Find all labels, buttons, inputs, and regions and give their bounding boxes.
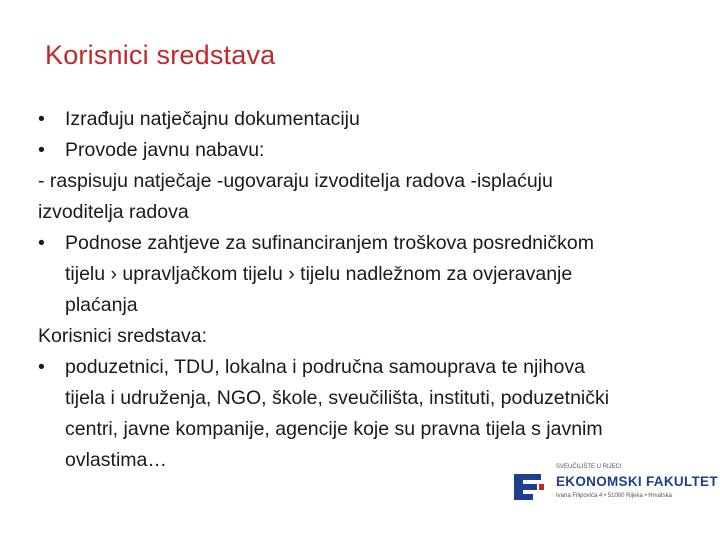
bullet-item xyxy=(38,104,688,135)
logo-university-text: SVEUČILIŠTE U RIJECI xyxy=(556,464,622,470)
slide-title: Korisnici sredstava xyxy=(45,40,276,70)
logo-faculty-name: EKONOMSKI FAKULTET xyxy=(556,474,718,489)
bullet-icon: • xyxy=(38,356,45,378)
bullet-item xyxy=(38,135,688,166)
bullet-icon: • xyxy=(38,232,45,254)
slide-body xyxy=(38,104,688,476)
bullet-text: Podnose zahtjeve za sufinanciranjem troškova posredničkom xyxy=(65,232,594,254)
bullet-continuation: plaćanja xyxy=(65,294,138,316)
bullet-icon: • xyxy=(38,108,45,130)
bullet-text: Izrađuju natječajnu dokumentaciju xyxy=(65,108,360,130)
bullet-continuation: tijelu › upravljačkom tijelu › tijelu nadležnom za ovjeravanje xyxy=(65,263,573,285)
logo-address-text: Ivana Filipovića 4 • 51000 Rijeka • Hrvatska xyxy=(556,493,672,499)
bullet-text: poduzetnici, TDU, lokalna i područna samouprava te njihova xyxy=(65,356,585,378)
subheading-text: Korisnici sredstava xyxy=(38,325,202,347)
body-subheading xyxy=(38,321,688,352)
bullet-item xyxy=(38,352,688,383)
bullet-continuation: tijela i udruženja, NGO, škole, sveučilišta, instituti, poduzetnički xyxy=(65,387,610,409)
bullet-text: Provode javnu nabavu: xyxy=(65,139,265,161)
body-text-line: izvoditelja radova xyxy=(38,201,189,223)
bullet-continuation: ovlastima… xyxy=(65,449,167,471)
faculty-logo xyxy=(512,462,718,510)
bullet-continuation: centri, javne kompanije, agencije koje su pravna tijela s javnim xyxy=(65,418,603,440)
bullet-icon: • xyxy=(38,139,45,161)
bullet-item xyxy=(38,228,688,259)
subheading-colon: : xyxy=(201,325,208,347)
body-text-line: - raspisuju natječaje -ugovaraju izvoditelja radova -isplaćuju xyxy=(38,170,553,192)
ef-logo-icon xyxy=(512,470,546,504)
